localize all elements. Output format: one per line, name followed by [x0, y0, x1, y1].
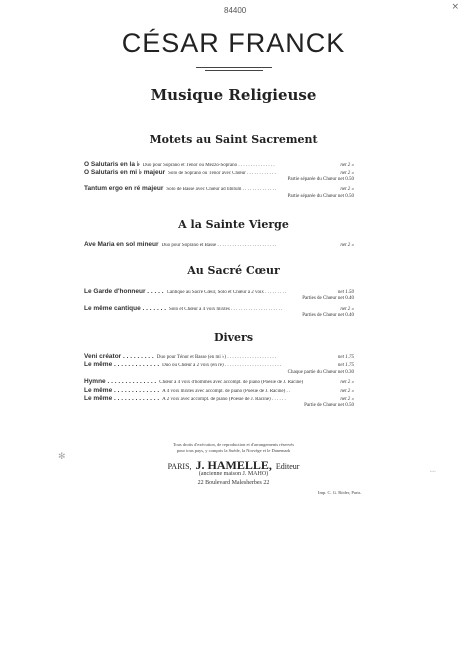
choir-part-price: Parties de Chœur net 0.40	[302, 313, 354, 319]
work-title: Ave Maria en sol mineur	[84, 241, 159, 248]
work-price: net 2 »	[340, 306, 354, 312]
work-title: Tantum ergo en ré majeur	[84, 185, 164, 193]
section-heading: Motets au Saint Sacrement	[149, 133, 318, 146]
work-title: Le même . . . . . . . . . . . . .	[84, 395, 160, 402]
work-description: Chœur à 4 voix d'hommes avec accompt. de piano (Poésie de J. Racine)	[159, 380, 304, 386]
work-title: Veni créator . . . . . . . . .	[84, 353, 154, 360]
section-heading: Divers	[213, 331, 254, 344]
imprint: Imp. C. G. Röder, Paris.	[318, 490, 362, 495]
work-price: net 2 »	[340, 163, 354, 168]
work-title: Le même . . . . . . . . . . . . .	[84, 386, 160, 394]
work-title: O Salutaris en mi ♭ majeur	[84, 169, 166, 177]
publisher-role: Editeur	[275, 462, 300, 471]
choir-part-price: Partie séparée du Chœur net 0.50	[287, 193, 354, 199]
section-heading: A la Sainte Vierge	[178, 218, 289, 231]
work-description: Solo de Basse avec Chœur ad libitum . . . . . . . . . . . . . .	[166, 187, 277, 193]
work-title: Le même . . . . . . . . . . . . .	[84, 361, 160, 369]
work-price: net 2 »	[340, 171, 354, 177]
margin-mark: ⁞	[428, 470, 437, 473]
choir-part-price: Chaque partie du Chœur net 0.30	[287, 369, 354, 375]
publisher-city: PARIS,	[167, 462, 192, 471]
work-price: net 1.75	[337, 355, 354, 360]
work-title: Hymne . . . . . . . . . . . . . .	[84, 378, 157, 386]
choir-part-price: Partie de Chœur net 0.50	[304, 403, 354, 409]
catalog-entry	[84, 241, 354, 250]
work-price: net 2 »	[340, 380, 354, 386]
composer-name: CÉSAR FRANCK	[121, 28, 346, 58]
work-description: A 4 voix mixtes avec accompt. de piano (Poésie de J. Racine) . .	[162, 388, 291, 394]
corner-mark: ×	[451, 2, 459, 12]
choir-part-price: Partie séparée du Chœur net 0.50	[287, 176, 354, 182]
work-price: net 2 »	[340, 243, 354, 248]
work-description: Duo pour Soprano et Basse . . . . . . . . . . . . . . . . . . . . . . . .	[161, 243, 277, 248]
work-price: net 1.50	[337, 290, 354, 295]
catalog-number: 84400	[224, 6, 247, 15]
work-price: net 2 »	[340, 187, 354, 193]
work-title: Le même cantique . . . . . . .	[84, 304, 166, 312]
choir-part-price: Parties de Chœur net 0.40	[302, 296, 354, 302]
work-description: Solo et Chœur à 4 voix mixtes . . . . . . . . . . . . . . . . . . . . .	[169, 306, 283, 312]
publisher-name: J. HAMELLE,	[195, 458, 272, 472]
work-price: net 2 »	[340, 397, 354, 402]
work-description: Duo pour Soprano et Ténor ou Mezzo-Soprano . . . . . . . . . . . . . . .	[142, 163, 275, 168]
work-price: net 1.75	[337, 363, 354, 369]
work-title: Le Garde d'honneur . . . . .	[84, 288, 164, 295]
work-price: net 2 »	[340, 388, 354, 394]
work-description: Cantique au Sacré Cœur, Solo et Chœur à 2 voix . . . . . . . . .	[166, 290, 287, 295]
rights-notice: Tous droits d'exécution, de reproduction et d'arrangements réservés pour tous pays, y compris la Suède, la Norvège et le Danemark	[172, 442, 295, 453]
page-title: Musique Religieuse	[150, 86, 317, 104]
section-heading: Au Sacré Cœur	[187, 264, 280, 277]
library-stamp: ✻	[58, 452, 66, 462]
divider	[205, 70, 263, 71]
divider	[196, 67, 272, 68]
work-description: A 2 voix avec accompt. de piano (Poésie de J. Racine) . . . . . .	[162, 397, 286, 402]
work-title: O Salutaris en la ♭	[84, 161, 140, 168]
work-description: Duo pour Ténor et Basse (en mi ♭) . . . . . . . . . . . . . . . . . . . .	[156, 355, 277, 360]
work-description: Solo de Soprano ou Ténor avec Chœur . . . . . . . . . . . .	[168, 171, 276, 177]
publisher-address: (ancienne maison J. MAHO) 22 Boulevard Malesherbes 22	[197, 471, 270, 486]
work-description: Duo ou Chœur à 2 voix (en ré) . . . . . . . . . . . . . . . . . . . . . . .	[162, 363, 282, 369]
